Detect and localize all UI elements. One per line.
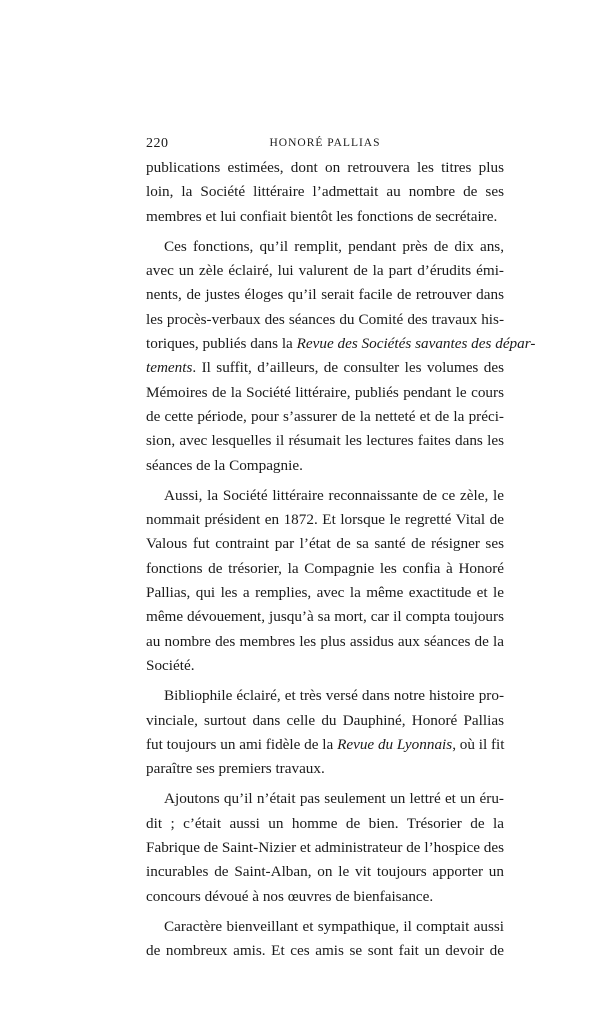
paragraph [146, 787, 504, 908]
running-title: HONORÉ PALLIAS [269, 137, 381, 149]
text-line [146, 709, 504, 733]
text-line [146, 885, 504, 909]
text-line [146, 235, 504, 259]
text-run: Mémoires de la Société littéraire, publiés pendant le cours [146, 383, 504, 401]
text-line [146, 915, 504, 939]
text-line [146, 508, 504, 532]
text-run: paraître ses premiers travaux. [146, 760, 325, 778]
text-run: . Il suffit, d’ailleurs, de consulter les volumes des [192, 359, 504, 377]
text-line [146, 860, 504, 884]
text-run: de cette période, pour s’assurer de la netteté et de la préci- [146, 407, 504, 425]
text-run: même dévouement, jusqu’à sa mort, car il compta toujours [146, 608, 504, 626]
text-line [146, 532, 504, 556]
text-run: membres et lui confiait bientôt les fonctions de secrétaire. [146, 207, 498, 225]
text-line [146, 733, 504, 757]
text-run: concours dévoué à nos œuvres de bienfaisance. [146, 887, 434, 905]
text-line [146, 939, 504, 963]
text-line [146, 180, 504, 204]
text-run: Fabrique de Saint-Nizier et administrateur de l’hospice des [146, 839, 505, 857]
text-line [146, 757, 504, 781]
text-run: fonctions de trésorier, la Compagnie les confia à Honoré [146, 559, 504, 577]
italic-title: tements [146, 359, 193, 377]
text-run: séances de la Compagnie. [146, 456, 303, 474]
text-line [146, 787, 504, 811]
page [146, 136, 536, 964]
text-line [146, 836, 504, 860]
text-run: Aussi, la Société littéraire reconnaissante de ce zèle, le [164, 486, 504, 504]
paragraph [146, 915, 504, 964]
text-line [146, 381, 504, 405]
text-run: Pallias, qui les a remplies, avec la même exactitude et le [146, 584, 504, 602]
text-line [146, 581, 504, 605]
text-line [146, 605, 504, 629]
text-run: Bibliophile éclairé, et très versé dans notre histoire pro- [164, 687, 504, 705]
text-run: , où il fit [452, 735, 505, 753]
text-run: les procès-verbaux des séances du Comité des travaux his- [146, 310, 504, 328]
text-run: dit ; c’était aussi un homme de bien. Trésorier de la [146, 814, 504, 832]
text-run: Société. [146, 656, 195, 674]
italic-title: Revue du Lyonnais [337, 735, 453, 753]
text-run: sion, avec lesquelles il résumait les lectures faites dans les [146, 432, 504, 450]
text-line [146, 484, 504, 508]
text-line [146, 654, 504, 678]
text-line [146, 205, 504, 229]
text-run: Ajoutons qu’il n’était pas seulement un lettré et un éru- [164, 790, 504, 808]
text-line [146, 356, 504, 380]
text-line [146, 684, 504, 708]
text-line [146, 557, 504, 581]
text-run: au nombre des membres les plus assidus aux séances de la [146, 632, 504, 650]
text-line [146, 156, 504, 180]
page-number: 220 [146, 136, 169, 151]
text-run: Ces fonctions, qu’il remplit, pendant près de dix ans, [164, 237, 504, 255]
text-line [146, 630, 504, 654]
text-run: publications estimées, dont on retrouvera les titres plus [146, 159, 504, 176]
paragraph [146, 684, 504, 781]
text-run: incurables de Saint-Alban, on le vit toujours apporter un [146, 863, 504, 881]
text-line [146, 332, 536, 356]
paragraph [146, 156, 504, 229]
text-run: toriques, publiés dans la [146, 335, 297, 353]
paragraph [146, 235, 536, 478]
text-run: de nombreux amis. Et ces amis se sont fait un devoir de [146, 942, 504, 960]
text-line [146, 283, 504, 307]
text-line [146, 308, 504, 332]
text-run: Caractère bienveillant et sympathique, il comptait aussi [164, 917, 504, 935]
text-run: avec un zèle éclairé, lui valurent de la part d’érudits émi- [146, 262, 504, 280]
text-run: vinciale, surtout dans celle du Dauphiné, Honoré Pallias [146, 711, 504, 729]
text-run: Valous fut contraint par l’état de sa santé de résigner ses [146, 535, 504, 553]
running-head [146, 136, 504, 156]
text-line [146, 405, 504, 429]
text-line [146, 454, 504, 478]
paragraph [146, 484, 504, 678]
italic-title: Revue des Sociétés savantes des dépar- [296, 335, 536, 353]
text-run: loin, la Société littéraire l’admettait au nombre de ses [146, 183, 504, 201]
text-run: fut toujours un ami fidèle de la [146, 735, 338, 753]
text-run: nommait président en 1872. Et lorsque le regretté Vital de [146, 511, 504, 529]
text-run: nents, de justes éloges qu’il serait facile de retrouver dans [146, 286, 504, 304]
text-line [146, 812, 504, 836]
text-line [146, 259, 504, 283]
body-text [146, 156, 536, 964]
text-line [146, 429, 504, 453]
